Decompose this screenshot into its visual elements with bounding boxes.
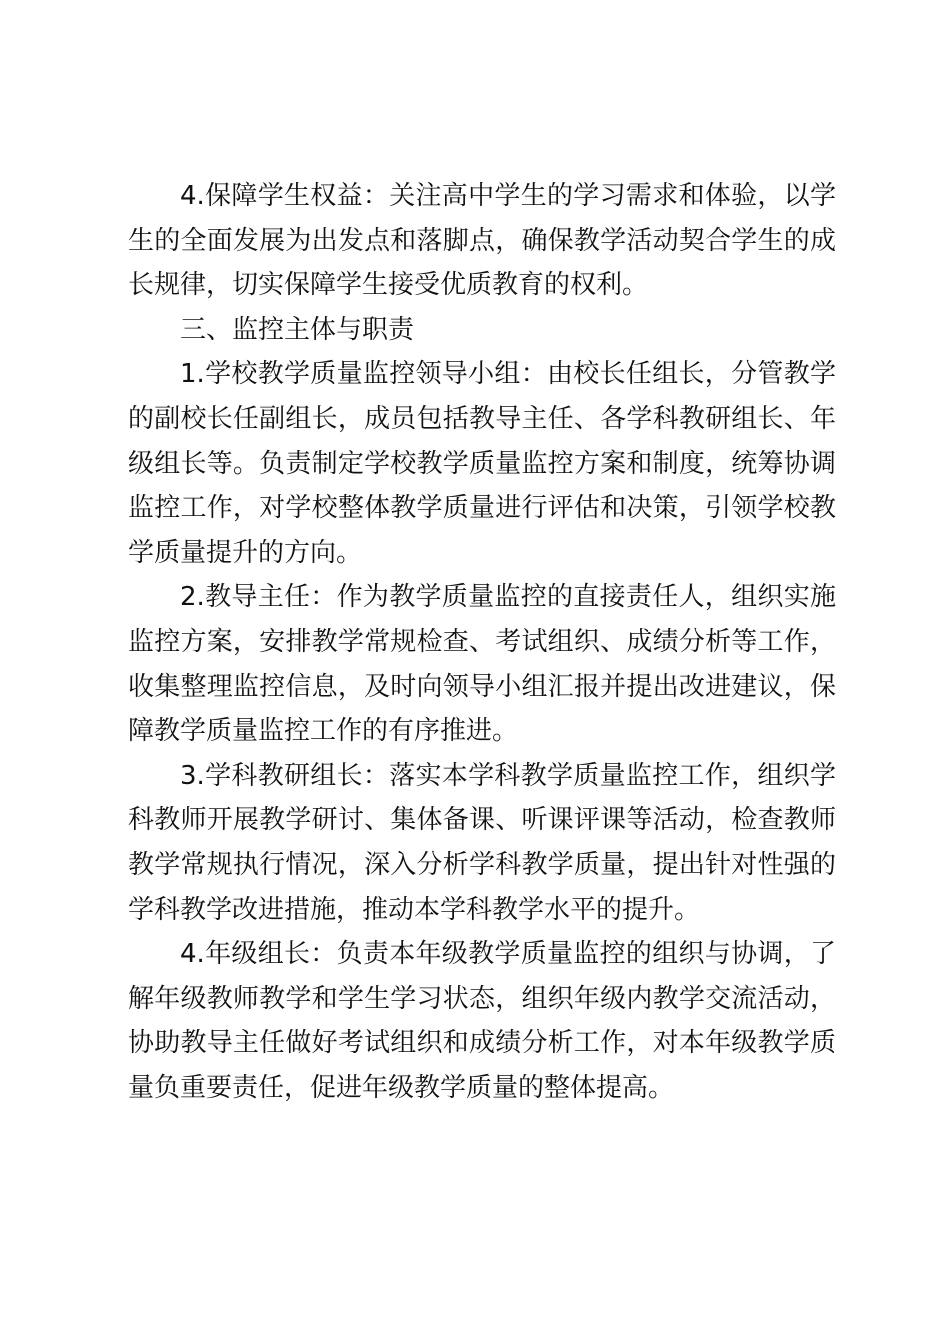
document-body [128, 174, 836, 1110]
paragraph-academic-director: 2.教导主任：作为教学质量监控的直接责任人，组织实施监控方案，安排教学常规检查、考试组织、成绩分析等工作，收集整理监控信息，及时向领导小组汇报并提出改进建议，保障教学质量监控工作的有序推进。 [128, 582, 836, 747]
paragraph-student-rights: 4.保障学生权益：关注高中学生的学习需求和体验，以学生的全面发展为出发点和落脚点，确保教学活动契合学生的成长规律，切实保障学生接受优质教育的权利。 [128, 181, 836, 301]
paragraph-subject-group-leader: 3.学科教研组长：落实本学科教学质量监控工作，组织学科教师开展教学研讨、集体备课、听课评课等活动，检查教师教学常规执行情况，深入分析学科教学质量，提出针对性强的学科教学改进措施，推动本学科教学水平的提升。 [128, 760, 836, 925]
section-heading-monitoring-subjects: 三、监控主体与职责 [180, 314, 415, 345]
paragraph-leadership-group: 1.学校教学质量监控领导小组：由校长任组长，分管教学的副校长任副组长，成员包括教导主任、各学科教研组长、年级组长等。负责制定学校教学质量监控方案和制度，统筹协调监控工作，对学校整体教学质量进行评估和决策，引领学校教学质量提升的方向。 [128, 359, 836, 568]
paragraph-grade-leader: 4.年级组长：负责本年级教学质量监控的组织与协调，了解年级教师教学和学生学习状态，组织年级内教学交流活动，协助教导主任做好考试组织和成绩分析工作，对本年级教学质量负重要责任，促进年级教学质量的整体提高。 [128, 939, 836, 1103]
